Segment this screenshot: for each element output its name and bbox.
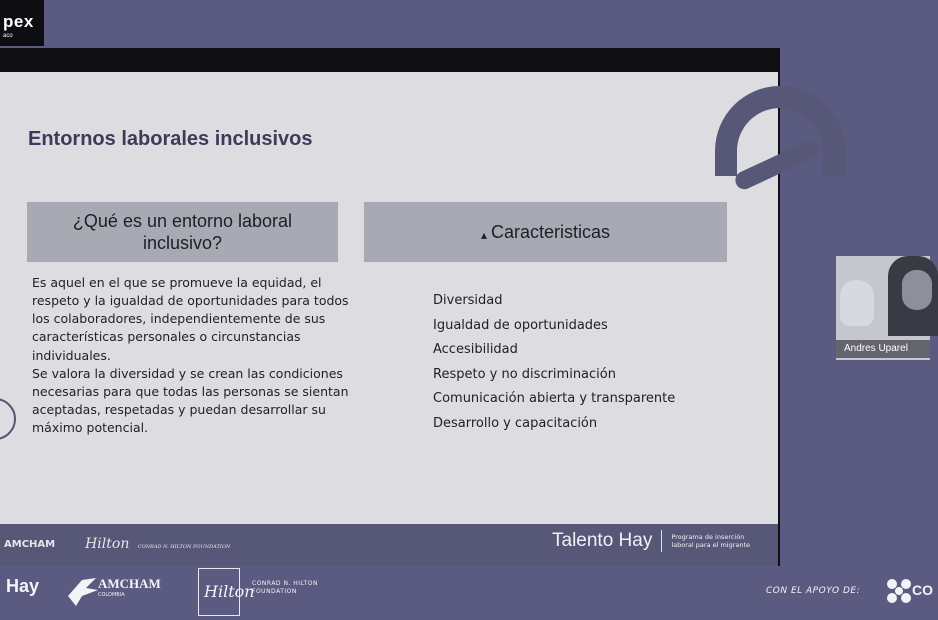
sponsor-logo-partial: CO <box>912 582 933 598</box>
participant-name-label: Andres Uparel <box>836 340 930 358</box>
amcham-logo: AMCHAM <box>4 538 56 550</box>
characteristics-heading-text: Caracteristicas <box>491 221 611 242</box>
definition-heading-text: ¿Qué es un entorno laboral inclusivo? <box>72 210 293 253</box>
participant-video-tile[interactable] <box>836 256 930 360</box>
list-item: Desarrollo y capacitación <box>433 415 598 431</box>
divider <box>661 530 662 552</box>
definition-heading <box>27 202 338 262</box>
sponsor-strip <box>0 566 933 620</box>
hilton-logo <box>85 536 230 552</box>
program-description: Programa de inserción laboral para el migrante <box>671 532 751 549</box>
hilton-foundation-text: CONRAD N. HILTON FOUNDATION <box>137 544 231 550</box>
definition-body <box>32 274 352 437</box>
face-icon <box>902 270 932 310</box>
hand-icon <box>840 280 874 326</box>
amcham-eagle-icon <box>66 574 100 608</box>
talento-hay-logo-partial: Hay <box>6 576 40 596</box>
support-label: CON EL APOYO DE: <box>766 586 861 596</box>
characteristics-heading <box>364 202 727 262</box>
presentation-slide <box>0 72 778 552</box>
list-item: Respeto y no discriminación <box>433 366 616 382</box>
amcham-logo: AMCHAM <box>98 576 161 591</box>
list-item: Comunicación abierta y transparente <box>433 391 676 406</box>
talento-hay-logo <box>552 530 761 552</box>
definition-paragraph: Se valora la diversidad y se crean las condiciones necesarias para que todas las personas se sientan aceptadas, respetadas y puedan desarrollar su máximo potencial. <box>32 365 349 435</box>
screen-share-window <box>0 48 780 566</box>
cursor-icon: ▴ <box>480 227 487 242</box>
talento-hay-text: Talento Hay <box>552 530 653 551</box>
brand-subtitle: aco <box>3 33 13 39</box>
list-item: Accesibilidad <box>433 342 518 357</box>
list-item: Diversidad <box>433 293 503 308</box>
hilton-logo: Hilton <box>204 582 255 601</box>
slide-circle-ornament <box>0 398 16 440</box>
hilton-foundation-text: CONRAD N. HILTON FOUNDATION <box>252 580 318 595</box>
brand-name: pex <box>3 12 34 31</box>
characteristics-list <box>433 289 675 436</box>
definition-paragraph: Es aquel en el que se promueve la equidad, el respeto y la igualdad de oportunidades para todos los colaboradores, independientemente de sus características personales o circunstancias individuales. <box>32 275 349 363</box>
hilton-logo-text: Hilton <box>85 536 130 552</box>
amcham-subtitle: COLOMBIA <box>98 592 125 598</box>
list-item: Igualdad de oportunidades <box>433 317 608 333</box>
brand-logo <box>0 0 44 46</box>
slide-footer-logos <box>0 536 230 552</box>
slide-title: Entornos laborales inclusivos <box>28 128 313 150</box>
